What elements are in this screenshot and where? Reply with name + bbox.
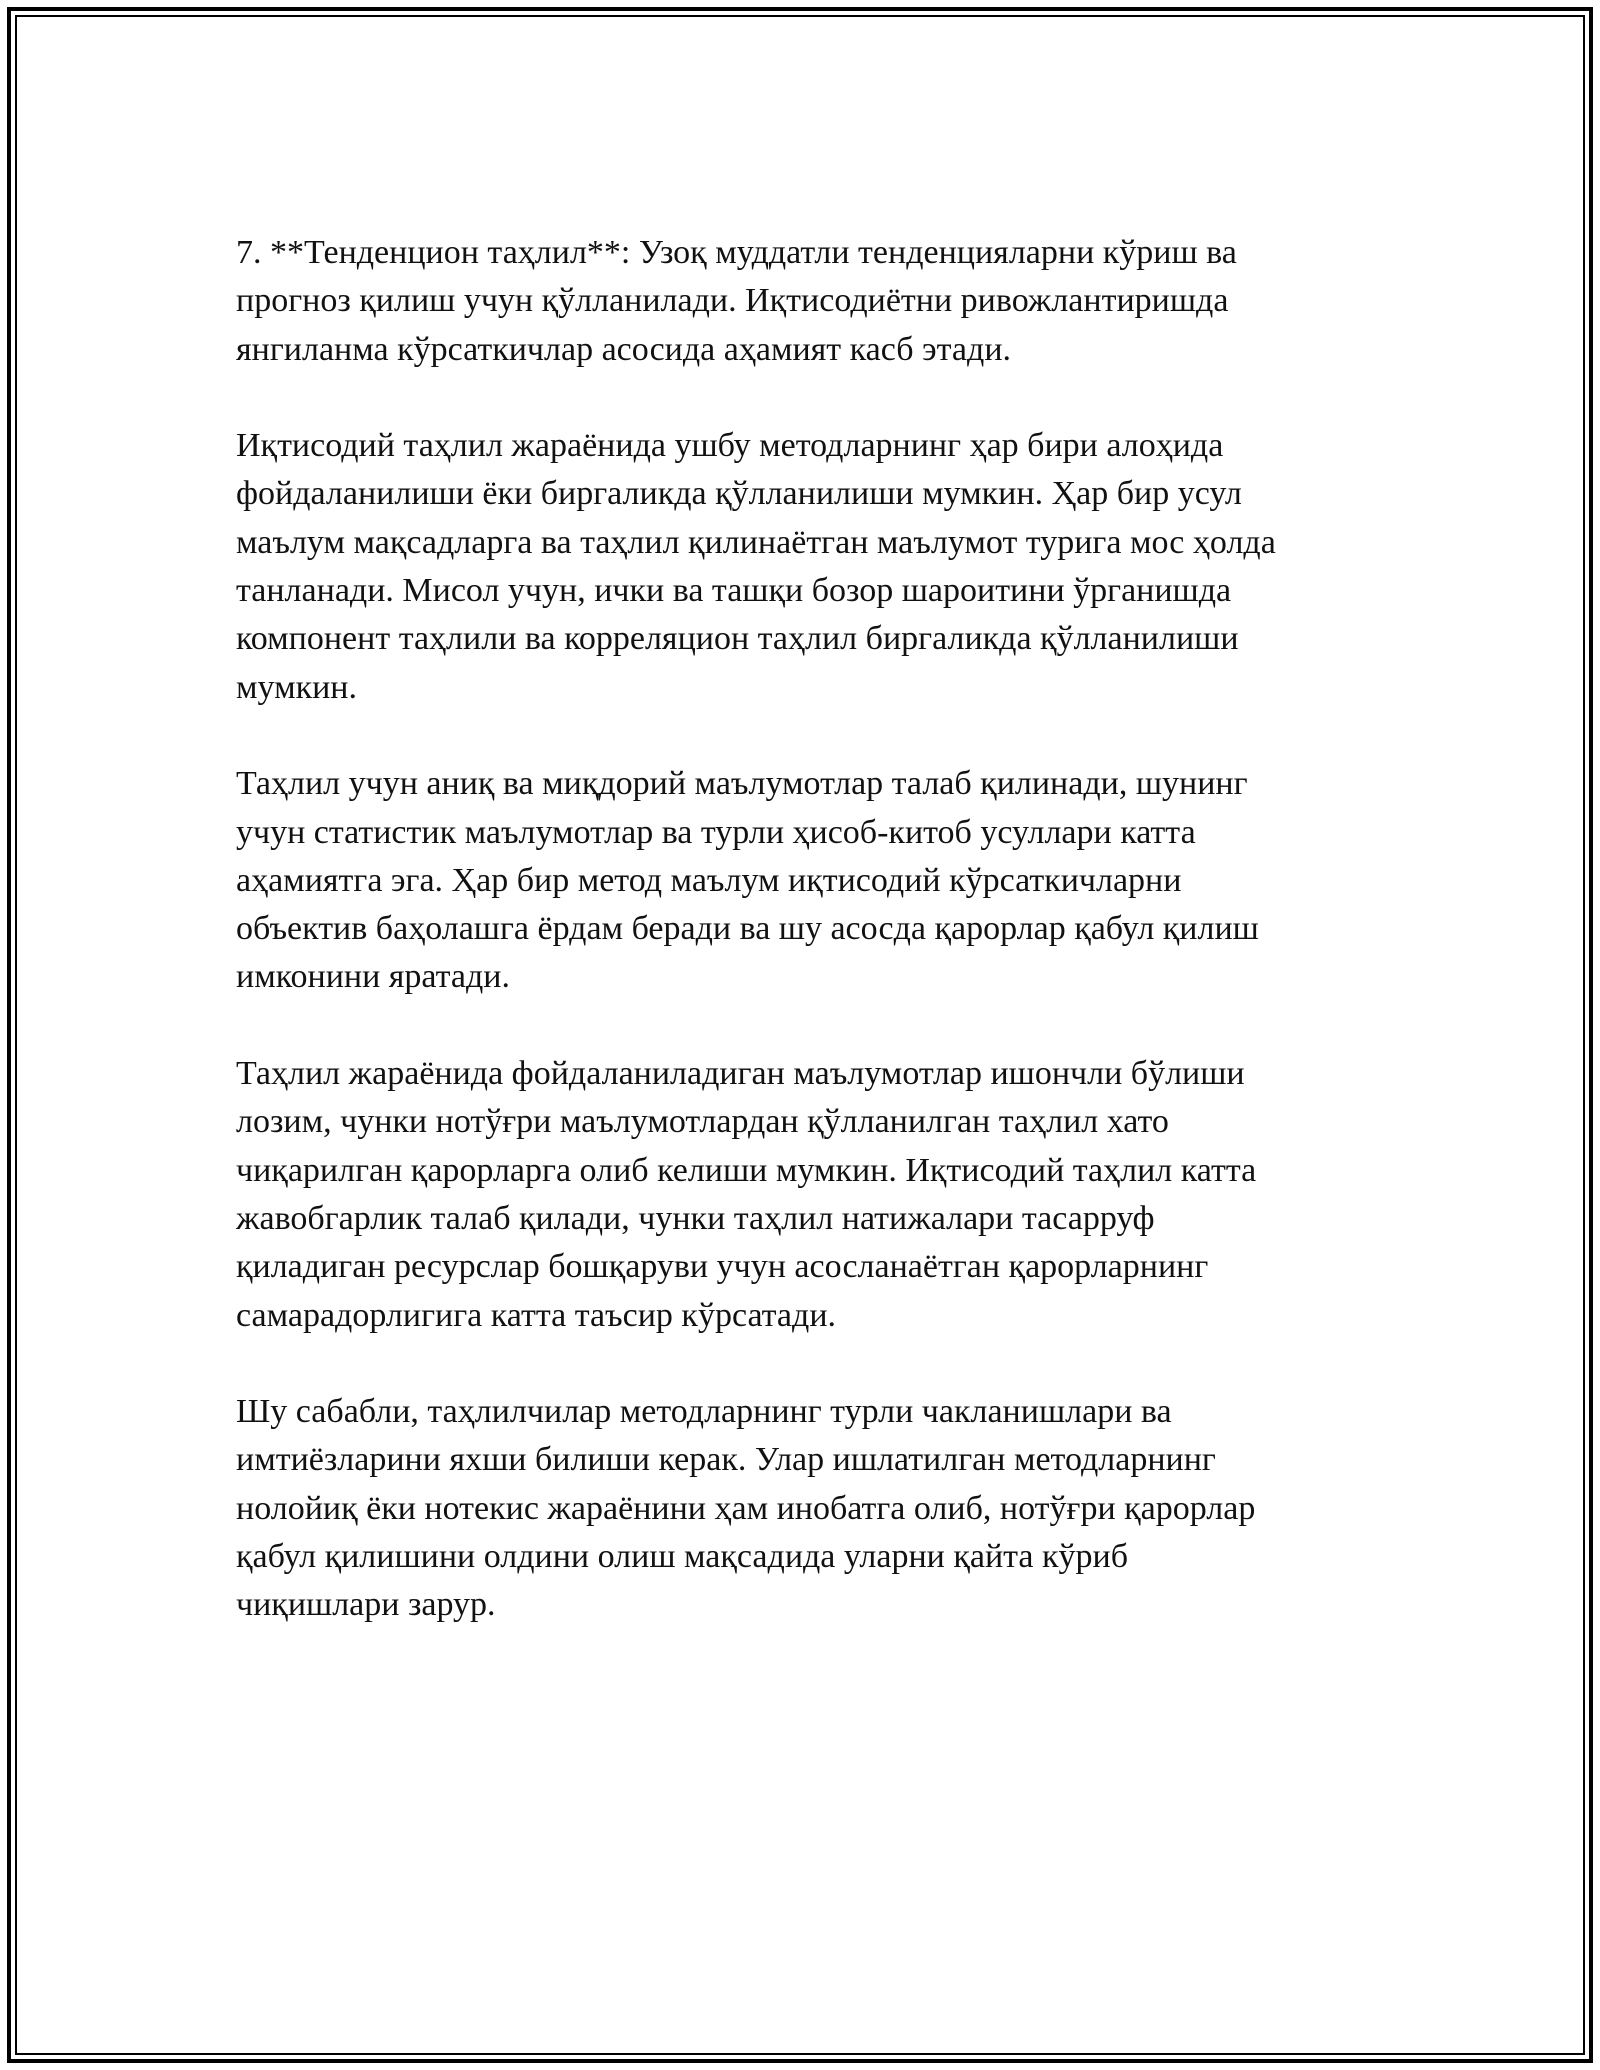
text-line: танланади. Мисол учун, ички ва ташқи бозор шароитини ўрганишда [236, 572, 1232, 610]
text-line: учун статистик маълумотлар ва турли ҳисоб-китоб усуллари катта [236, 813, 1196, 851]
text-line: Таҳлил учун аниқ ва миқдорий маълумотлар талаб қилинади, шунинг [236, 765, 1248, 803]
text-line: объектив баҳолашга ёрдам беради ва шу асосда қарорлар қабул қилиш [236, 910, 1259, 948]
text-line: Шу сабабли, таҳлилчилар методларнинг турли чакланишлари ва [236, 1393, 1172, 1431]
text-line: Иқтисодий таҳлил жараёнида ушбу методларнинг ҳар бири алоҳида [236, 427, 1224, 465]
text-line: 7. **Тенденцион таҳлил**: Узоқ муддатли тенденцияларни кўриш ва [236, 234, 1237, 271]
text-line: имтиёзларини яхши билиши керак. Улар ишлатилган методларнинг [236, 1441, 1216, 1479]
paragraph-conclusion [236, 1388, 1366, 1629]
text-line: қиладиган ресурслар бошқаруви учун асосланаётган қарорларнинг [236, 1248, 1209, 1286]
paragraph-trend-analysis [236, 229, 1366, 374]
paragraph-data-reliability [236, 1050, 1366, 1340]
document-body [236, 229, 1366, 1678]
text-line: маълум мақсадларга ва таҳлил қилинаётган маълумот турига мос ҳолда [236, 523, 1276, 561]
text-line: компонент таҳлили ва корреляцион таҳлил биргаликда қўлланилиши [236, 620, 1239, 658]
text-line: Таҳлил жараёнида фойдаланиладиган маълумотлар ишончли бўлиши [236, 1055, 1245, 1093]
paragraph-methods-usage [236, 422, 1366, 712]
text-line: лозим, чунки нотўғри маълумотлардан қўлланилган таҳлил хато [236, 1103, 1169, 1141]
text-line: фойдаланилиши ёки биргаликда қўлланилиши мумкин. Ҳар бир усул [236, 475, 1242, 513]
text-line: янгиланма кўрсаткичлар асосида аҳамият касб этади. [236, 330, 1012, 368]
text-line: чиқарилган қарорларга олиб келиши мумкин. Иқтисодий таҳлил катта [236, 1151, 1257, 1189]
text-line: қабул қилишини олдини олиш мақсадида уларни қайта кўриб [236, 1538, 1129, 1576]
text-line: нолойиқ ёки нотекис жараёнини ҳам инобатга олиб, нотўғри қарорлар [236, 1489, 1256, 1527]
text-line: чиқишлари зарур. [236, 1586, 496, 1624]
text-line: прогноз қилиш учун қўлланилади. Иқтисодиётни ривожлантиришда [236, 282, 1229, 320]
text-line: мумкин. [236, 668, 357, 706]
text-line: имконини яратади. [236, 958, 510, 996]
text-line: жавобгарлик талаб қилади, чунки таҳлил натижалари тасарруф [236, 1199, 1155, 1237]
paragraph-data-requirements [236, 760, 1366, 1001]
text-line: самарадорлигига катта таъсир кўрсатади. [236, 1296, 837, 1334]
text-line: аҳамиятга эга. Ҳар бир метод маълум иқтисодий кўрсаткичларни [236, 861, 1182, 899]
